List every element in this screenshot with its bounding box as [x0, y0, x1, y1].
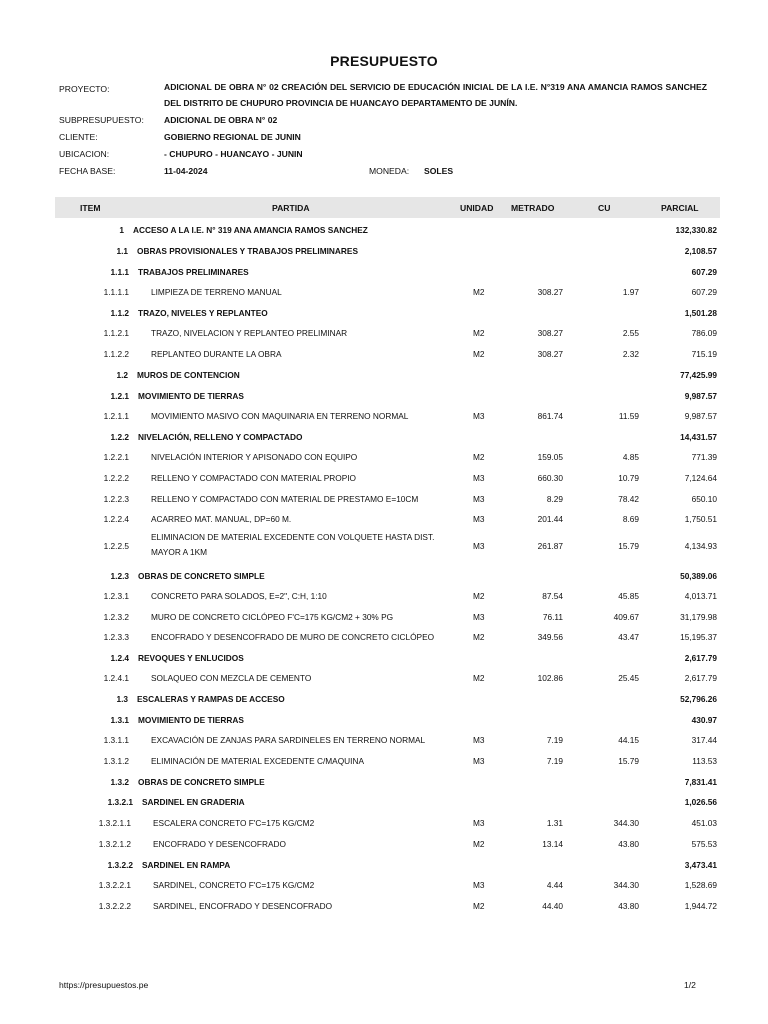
cu-cell: 25.45 — [618, 673, 639, 683]
item-cell: 1.1.1 — [110, 267, 129, 277]
description-cell: NIVELACIÓN, RELLENO Y COMPACTADO — [138, 432, 303, 442]
table-row — [55, 406, 720, 426]
description-cell: EXCAVACIÓN DE ZANJAS PARA SARDINELES EN TERRENO NORMAL — [151, 735, 426, 745]
metrado-cell: 76.11 — [542, 612, 563, 622]
parcial-cell: 7,124.64 — [684, 473, 717, 483]
description-cell: ESCALERAS Y RAMPAS DE ACCESO — [137, 694, 285, 704]
parcial-cell: 2,617.79 — [684, 653, 717, 663]
table-section-row — [55, 365, 720, 385]
description-cell: REPLANTEO DURANTE LA OBRA — [151, 349, 282, 359]
parcial-cell: 451.03 — [691, 818, 717, 828]
table-section-row — [55, 772, 720, 792]
unit-cell: M2 — [473, 839, 485, 849]
table-row — [55, 344, 720, 364]
unit-cell: M3 — [473, 541, 485, 551]
description-cell: ACARREO MAT. MANUAL, DP=60 M. — [151, 514, 292, 524]
cu-cell: 344.30 — [613, 880, 639, 890]
item-cell: 1.3.2.1 — [107, 797, 133, 807]
cliente-value: GOBIERNO REGIONAL DE JUNIN — [164, 132, 301, 142]
metrado-cell: 308.27 — [537, 349, 563, 359]
parcial-cell: 2,108.57 — [684, 246, 717, 256]
parcial-cell: 430.97 — [691, 715, 717, 725]
unit-cell: M2 — [473, 349, 485, 359]
item-cell: 1.2.2.4 — [103, 514, 129, 524]
metrado-cell: 201.44 — [537, 514, 563, 524]
parcial-cell: 650.10 — [691, 494, 717, 504]
parcial-cell: 14,431.57 — [680, 432, 717, 442]
unit-cell: M3 — [473, 411, 485, 421]
cu-cell: 8.69 — [622, 514, 639, 524]
description-cell: ELIMINACIÓN DE MATERIAL EXCEDENTE C/MAQUINA — [151, 756, 364, 766]
item-cell: 1 — [119, 225, 124, 235]
description-cell: MURO DE CONCRETO CICLÓPEO F'C=175 KG/CM2 + 30% PG — [151, 612, 394, 622]
proyecto-value: ADICIONAL DE OBRA N° 02 CREACIÓN DEL SERVICIO DE EDUCACIÓN INICIAL DE LA I.E. N°319 ANA AMANCIA RAMOS SANCHEZ DEL DISTRITO DE CHUPURO PROVINCIA DE HUANCAYO DEPARTAMENTO DE JUNÍN. — [164, 82, 707, 108]
description-cell: NIVELACIÓN INTERIOR Y APISONADO CON EQUIPO — [151, 452, 358, 462]
fecha-base-label: FECHA BASE: — [59, 166, 116, 176]
unit-cell: M2 — [473, 673, 485, 683]
table-section-row — [55, 241, 720, 261]
metrado-cell: 87.54 — [542, 591, 563, 601]
table-row — [55, 586, 720, 606]
col-partida-header: PARTIDA — [272, 203, 310, 213]
description-cell: OBRAS DE CONCRETO SIMPLE — [138, 571, 265, 581]
unit-cell: M3 — [473, 514, 485, 524]
parcial-cell: 4,134.93 — [684, 541, 717, 551]
table-row — [55, 468, 720, 488]
item-cell: 1.3.1.2 — [103, 756, 129, 766]
metrado-cell: 102.86 — [537, 673, 563, 683]
parcial-cell: 77,425.99 — [680, 370, 717, 380]
item-cell: 1.2.2.5 — [103, 541, 129, 551]
table-section-row — [55, 262, 720, 282]
parcial-cell: 9,987.57 — [684, 391, 717, 401]
table-row — [55, 489, 720, 509]
parcial-cell: 132,330.82 — [675, 225, 717, 235]
unit-cell: M2 — [473, 452, 485, 462]
metrado-cell: 8.29 — [546, 494, 563, 504]
metrado-cell: 308.27 — [537, 328, 563, 338]
item-cell: 1.2 — [116, 370, 128, 380]
metrado-cell: 261.87 — [537, 541, 563, 551]
table-section-row — [55, 689, 720, 709]
unit-cell: M3 — [473, 818, 485, 828]
table-row — [55, 530, 720, 562]
item-cell: 1.2.3 — [110, 571, 129, 581]
metrado-cell: 861.74 — [537, 411, 563, 421]
description-cell: SARDINEL, ENCOFRADO Y DESENCOFRADO — [153, 901, 333, 911]
metrado-cell: 159.05 — [537, 452, 563, 462]
table-row — [55, 509, 720, 529]
parcial-cell: 317.44 — [691, 735, 717, 745]
cliente-label: CLIENTE: — [59, 132, 98, 142]
item-cell: 1.3.1.1 — [103, 735, 129, 745]
item-cell: 1.3.2.2.2 — [98, 901, 131, 911]
item-cell: 1.2.1 — [110, 391, 129, 401]
cu-cell: 43.80 — [618, 901, 639, 911]
table-row — [55, 323, 720, 343]
cu-cell: 15.79 — [618, 756, 639, 766]
metrado-cell: 660.30 — [537, 473, 563, 483]
parcial-cell: 607.29 — [691, 287, 717, 297]
fecha-base-value: 11-04-2024 — [164, 166, 208, 176]
description-cell: ELIMINACION DE MATERIAL EXCEDENTE CON VOLQUETE HASTA DIST. MAYOR A 1KM — [151, 532, 435, 557]
item-cell: 1.2.2.1 — [103, 452, 129, 462]
col-item-header: ITEM — [80, 203, 101, 213]
table-section-row — [55, 220, 720, 240]
document-title: PRESUPUESTO — [330, 53, 438, 69]
description-cell: SOLAQUEO CON MEZCLA DE CEMENTO — [151, 673, 312, 683]
item-cell: 1.3.1 — [110, 715, 129, 725]
table-row — [55, 607, 720, 627]
parcial-cell: 52,796.26 — [680, 694, 717, 704]
table-row — [55, 751, 720, 771]
description-cell: SARDINEL EN GRADERIA — [142, 797, 245, 807]
description-cell: OBRAS DE CONCRETO SIMPLE — [138, 777, 265, 787]
item-cell: 1.1 — [116, 246, 128, 256]
description-cell: ACCESO A LA I.E. N° 319 ANA AMANCIA RAMOS SANCHEZ — [133, 225, 368, 235]
unit-cell: M3 — [473, 612, 485, 622]
cu-cell: 15.79 — [618, 541, 639, 551]
parcial-cell: 715.19 — [691, 349, 717, 359]
table-section-row — [55, 386, 720, 406]
parcial-cell: 575.53 — [691, 839, 717, 849]
description-cell: TRAZO, NIVELES Y REPLANTEO — [138, 308, 268, 318]
table-row — [55, 875, 720, 895]
item-cell: 1.3.2.2.1 — [98, 880, 131, 890]
parcial-cell: 3,473.41 — [684, 860, 717, 870]
cu-cell: 43.80 — [618, 839, 639, 849]
item-cell: 1.2.4 — [110, 653, 129, 663]
footer-url: https://presupuestos.pe — [59, 980, 149, 990]
col-cu-header: CU — [598, 203, 611, 213]
parcial-cell: 50,389.06 — [680, 571, 717, 581]
subpresupuesto-label: SUBPRESUPUESTO: — [59, 115, 144, 125]
cu-cell: 45.85 — [618, 591, 639, 601]
item-cell: 1.3.2.1.1 — [98, 818, 131, 828]
table-section-row — [55, 303, 720, 323]
table-row — [55, 813, 720, 833]
unit-cell: M3 — [473, 756, 485, 766]
description-cell: MOVIMIENTO DE TIERRAS — [138, 715, 244, 725]
col-parcial-header: PARCIAL — [661, 203, 699, 213]
table-section-row — [55, 427, 720, 447]
table-row — [55, 668, 720, 688]
col-metrado-header: METRADO — [511, 203, 555, 213]
table-section-row — [55, 648, 720, 668]
item-cell: 1.2.2.3 — [103, 494, 129, 504]
table-row — [55, 447, 720, 467]
metrado-cell: 349.56 — [537, 632, 563, 642]
table-section-row — [55, 566, 720, 586]
description-cell: TRABAJOS PRELIMINARES — [138, 267, 249, 277]
parcial-cell: 1,750.51 — [684, 514, 717, 524]
ubicacion-value: - CHUPURO - HUANCAYO - JUNIN — [164, 149, 303, 159]
unit-cell: M2 — [473, 328, 485, 338]
description-cell: ENCOFRADO Y DESENCOFRADO DE MURO DE CONCRETO CICLÓPEO — [151, 632, 435, 642]
item-cell: 1.2.3.1 — [103, 591, 129, 601]
cu-cell: 2.55 — [622, 328, 639, 338]
description-cell: REVOQUES Y ENLUCIDOS — [138, 653, 244, 663]
metrado-cell: 308.27 — [537, 287, 563, 297]
description-cell: SARDINEL, CONCRETO F'C=175 KG/CM2 — [153, 880, 315, 890]
cu-cell: 409.67 — [613, 612, 639, 622]
parcial-cell: 113.53 — [692, 756, 717, 766]
metrado-cell: 7.19 — [546, 735, 563, 745]
parcial-cell: 31,179.98 — [680, 612, 717, 622]
proyecto-label: PROYECTO: — [59, 84, 110, 94]
parcial-cell: 607.29 — [691, 267, 717, 277]
item-cell: 1.3.2.2 — [107, 860, 133, 870]
cu-cell: 4.85 — [622, 452, 639, 462]
page-number: 1/2 — [684, 980, 696, 990]
unit-cell: M2 — [473, 901, 485, 911]
cu-cell: 78.42 — [618, 494, 639, 504]
description-cell: ENCOFRADO Y DESENCOFRADO — [153, 839, 286, 849]
description-cell: MOVIMIENTO MASIVO CON MAQUINARIA EN TERRENO NORMAL — [151, 411, 409, 421]
parcial-cell: 1,501.28 — [684, 308, 717, 318]
item-cell: 1.1.2.1 — [103, 328, 129, 338]
table-row — [55, 834, 720, 854]
unit-cell: M3 — [473, 880, 485, 890]
table-row — [55, 896, 720, 916]
cu-cell: 2.32 — [622, 349, 639, 359]
item-cell: 1.1.1.1 — [103, 287, 129, 297]
item-cell: 1.3 — [116, 694, 128, 704]
item-cell: 1.1.2.2 — [103, 349, 129, 359]
description-cell: OBRAS PROVISIONALES Y TRABAJOS PRELIMINARES — [137, 246, 358, 256]
description-cell: MUROS DE CONTENCION — [137, 370, 240, 380]
description-cell: ESCALERA CONCRETO F'C=175 KG/CM2 — [153, 818, 315, 828]
parcial-cell: 1,528.69 — [684, 880, 717, 890]
parcial-cell: 1,944.72 — [684, 901, 717, 911]
description-cell: SARDINEL EN RAMPA — [142, 860, 231, 870]
item-cell: 1.2.3.2 — [103, 612, 129, 622]
table-header — [55, 197, 720, 218]
table-row — [55, 730, 720, 750]
table-section-row — [55, 855, 720, 875]
metrado-cell: 44.40 — [542, 901, 563, 911]
parcial-cell: 771.39 — [691, 452, 717, 462]
subpresupuesto-value: ADICIONAL DE OBRA N° 02 — [164, 115, 278, 125]
description-cell: RELLENO Y COMPACTADO CON MATERIAL DE PRESTAMO E=10CM — [151, 494, 419, 504]
description-cell: TRAZO, NIVELACION Y REPLANTEO PRELIMINAR — [151, 328, 348, 338]
col-unidad-header: UNIDAD — [460, 203, 494, 213]
cu-cell: 44.15 — [618, 735, 639, 745]
unit-cell: M2 — [473, 591, 485, 601]
metrado-cell: 4.44 — [546, 880, 563, 890]
parcial-cell: 2,617.79 — [684, 673, 717, 683]
moneda-value: SOLES — [424, 166, 454, 176]
parcial-cell: 1,026.56 — [684, 797, 717, 807]
unit-cell: M3 — [473, 473, 485, 483]
item-cell: 1.2.2 — [110, 432, 129, 442]
description-cell: CONCRETO PARA SOLADOS, E=2", C:H, 1:10 — [151, 591, 327, 601]
parcial-cell: 786.09 — [691, 328, 717, 338]
item-cell: 1.2.1.1 — [103, 411, 129, 421]
parcial-cell: 7,831.41 — [684, 777, 717, 787]
table-row — [55, 627, 720, 647]
moneda-label: MONEDA: — [369, 166, 410, 176]
metrado-cell: 1.31 — [546, 818, 563, 828]
parcial-cell: 9,987.57 — [684, 411, 717, 421]
cu-cell: 1.97 — [622, 287, 639, 297]
table-row — [55, 282, 720, 302]
metrado-cell: 13.14 — [542, 839, 563, 849]
item-cell: 1.3.2 — [110, 777, 129, 787]
description-cell: RELLENO Y COMPACTADO CON MATERIAL PROPIO — [151, 473, 357, 483]
item-cell: 1.1.2 — [110, 308, 129, 318]
unit-cell: M3 — [473, 735, 485, 745]
cu-cell: 344.30 — [613, 818, 639, 828]
table-section-row — [55, 792, 720, 812]
table-section-row — [55, 710, 720, 730]
unit-cell: M3 — [473, 494, 485, 504]
item-cell: 1.2.4.1 — [103, 673, 129, 683]
item-cell: 1.2.2.2 — [103, 473, 129, 483]
parcial-cell: 4,013.71 — [684, 591, 717, 601]
cu-cell: 43.47 — [618, 632, 639, 642]
description-cell: LIMPIEZA DE TERRENO MANUAL — [151, 287, 282, 297]
cu-cell: 11.59 — [618, 411, 639, 421]
unit-cell: M2 — [473, 287, 485, 297]
cu-cell: 10.79 — [618, 473, 639, 483]
parcial-cell: 15,195.37 — [680, 632, 717, 642]
unit-cell: M2 — [473, 632, 485, 642]
description-cell: MOVIMIENTO DE TIERRAS — [138, 391, 244, 401]
item-cell: 1.2.3.3 — [103, 632, 129, 642]
metrado-cell: 7.19 — [546, 756, 563, 766]
item-cell: 1.3.2.1.2 — [98, 839, 131, 849]
ubicacion-label: UBICACION: — [59, 149, 110, 159]
